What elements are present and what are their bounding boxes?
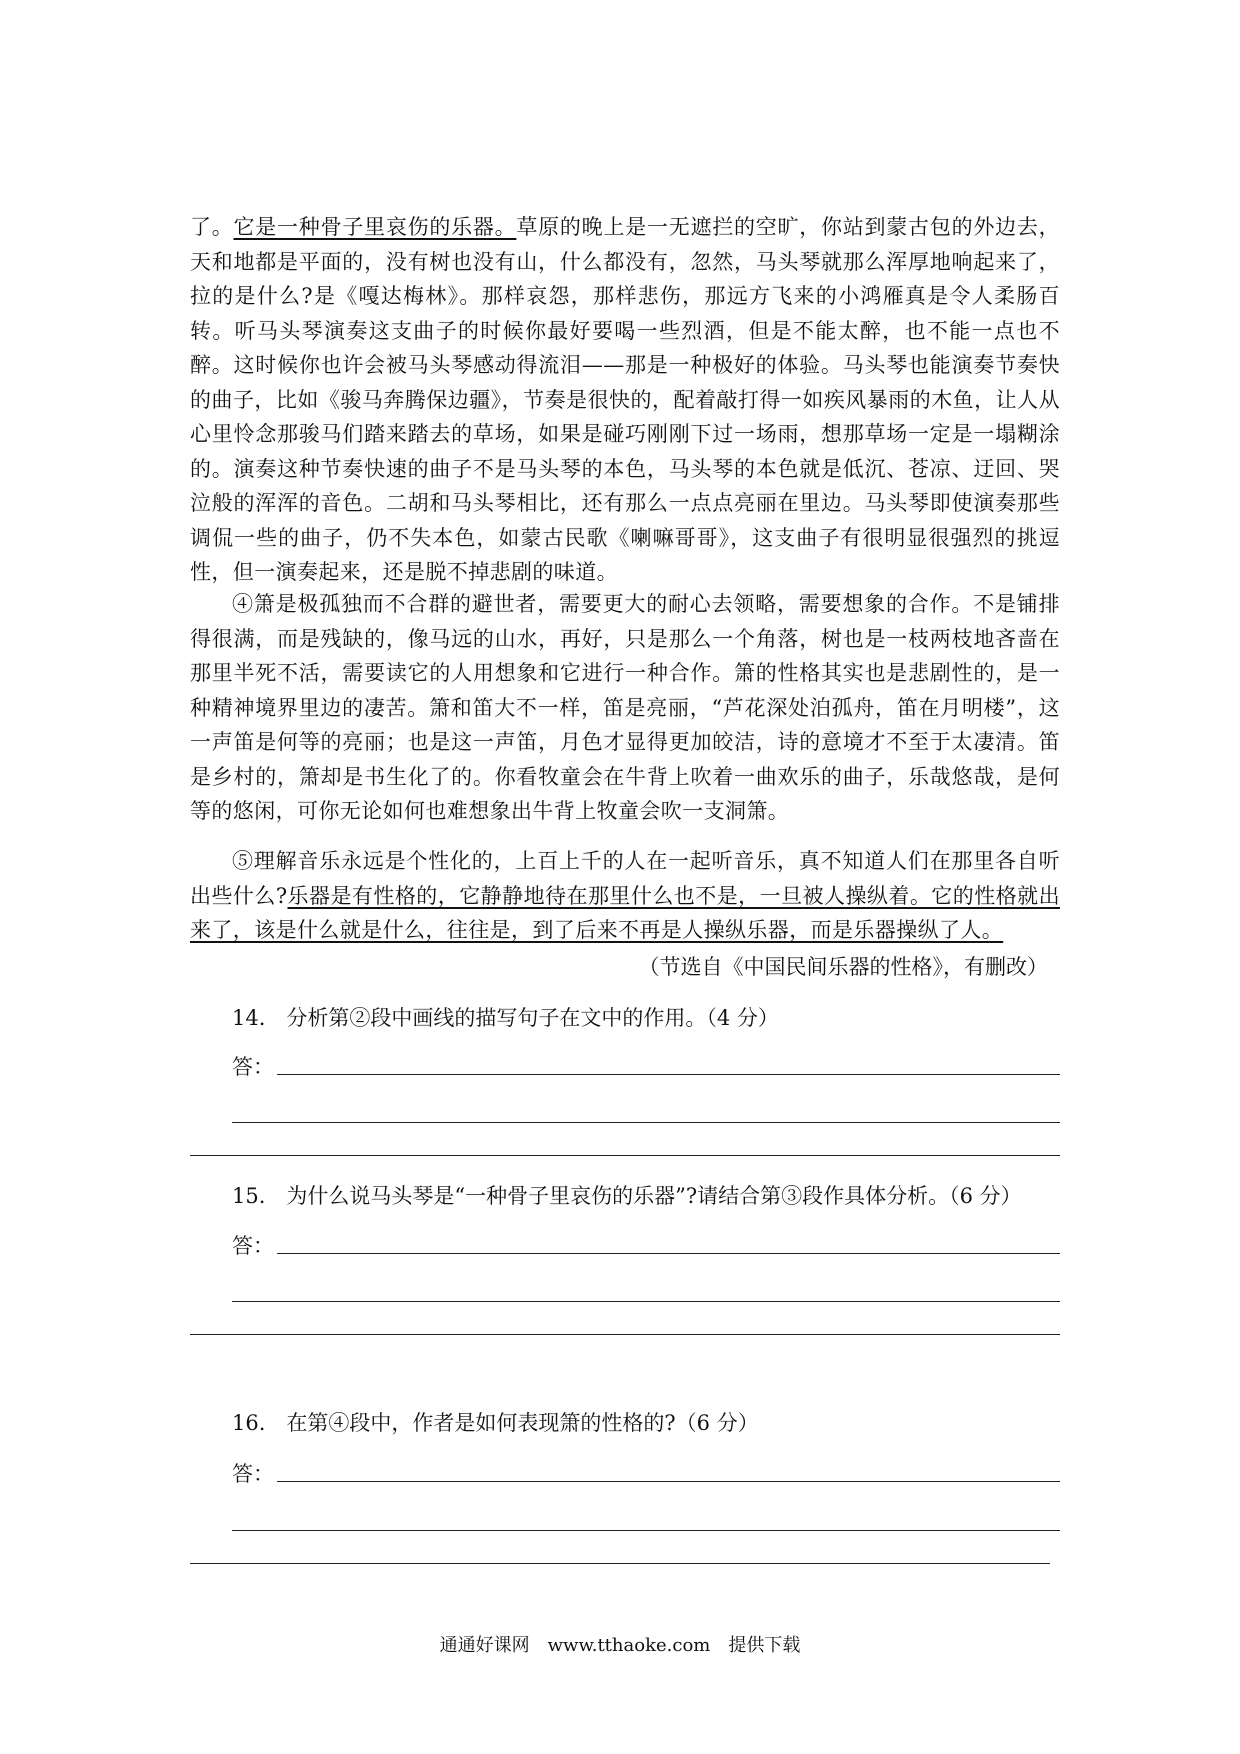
question-15: 15. 为什么说马头琴是“一种骨子里哀伤的乐器”?请结合第③段作具体分析。（6 分）: [232, 1184, 1022, 1208]
answer-line-15-2[interactable]: [232, 1301, 1060, 1302]
paragraph-3-body: 草原的晚上是一无遮拦的空旷，你站到蒙古包的外边去，天和地都是平面的，没有树也没有山，什么都没有，忽然，马头琴就那么浑厚地响起来了，拉的是什么?是《嘎达梅林》。那样哀怨，那样悲伤，那远方飞来的小鸿雁真是令人柔肠百转。听马头琴演奏这支曲子的时候你最好要喝一些烈酒，但是不能太醉，也不能一点也不醉。这时候你也许会被马头琴感动得流泪——那是一种极好的体验。马头琴也能演奏节奏快的曲子，比如《骏马奔腾保边疆》，节奏是很快的，配着敲打得一如疾风暴雨的木鱼，让人从心里怜念那骏马们踏来踏去的草场，如果是碰巧刚刚下过一场雨，想那草场一定是一塌糊涂的。演奏这种节奏快速的曲子不是马头琴的本色，马头琴的本色就是低沉、苍凉、迂回、哭泣般的浑浑的音色。二胡和马头琴相比，还有那么一点点亮丽在里边。马头琴即使演奏那些调侃一些的曲子，仍不失本色，如蒙古民歌《喇嘛哥哥》，这支曲子有很明显很强烈的挑逗性，但一演奏起来，还是脱不掉悲剧的味道。: [190, 215, 1061, 584]
answer-line-16-2[interactable]: [232, 1530, 1060, 1531]
paragraph-5-start: ⑤理解音乐永远是个性化的，上百上千的人在一起听音乐，真不知道人们在那里各自听出些什么?: [190, 849, 1060, 908]
answer-line-15-1[interactable]: [277, 1253, 1060, 1254]
answer-line-16-1[interactable]: [277, 1481, 1060, 1482]
source-citation: （节选自《中国民间乐器的性格》，有删改）: [638, 955, 1048, 979]
answer-line-16-3[interactable]: [190, 1563, 1050, 1564]
paragraph-3: [190, 210, 1060, 590]
answer-line-14-2[interactable]: [232, 1122, 1060, 1123]
answer-line-15-3[interactable]: [190, 1334, 1060, 1335]
paragraph-5: [190, 844, 1060, 948]
underlined-passage: 乐器是有性格的，它静静地待在那里什么也不是，一旦被人操纵着。它的性格就出来了，该是什么就是什么，往往是，到了后来不再是人操纵乐器，而是乐器操纵了人。: [190, 883, 1060, 942]
question-14: 14. 分析第②段中画线的描写句子在文中的作用。（4 分）: [232, 1006, 779, 1030]
answer-line-14-1[interactable]: [277, 1074, 1060, 1075]
page-footer: 通通好课网 www.tthaoke.com 提供下载: [439, 1635, 801, 1656]
underlined-sentence: 它是一种骨子里哀伤的乐器。: [233, 215, 517, 239]
answer-label-15: 答：: [232, 1234, 274, 1258]
paragraph-3-start: 了。: [190, 215, 234, 239]
answer-label-14: 答：: [232, 1055, 274, 1079]
answer-line-14-3[interactable]: [190, 1155, 1060, 1156]
question-16: 16. 在第④段中，作者是如何表现箫的性格的?（6 分）: [232, 1411, 759, 1435]
answer-label-16: 答：: [232, 1462, 274, 1486]
paragraph-4: ④箫是极孤独而不合群的避世者，需要更大的耐心去领略，需要想象的合作。不是铺排得很满，而是残缺的，像马远的山水，再好，只是那么一个角落，树也是一枝两枝地吝啬在那里半死不活，需要读它的人用想象和它进行一种合作。箫的性格其实也是悲剧性的，是一种精神境界里边的凄苦。箫和笛大不一样，笛是亮丽，“芦花深处泊孤舟，笛在月明楼”，这一声笛是何等的亮丽；也是这一声笛，月色才显得更加皎洁，诗的意境才不至于太凄清。笛是乡村的，箫却是书生化了的。你看牧童会在牛背上吹着一曲欢乐的曲子，乐哉悠哉，是何等的悠闲，可你无论如何也难想象出牛背上牧童会吹一支洞箫。: [190, 592, 1060, 823]
